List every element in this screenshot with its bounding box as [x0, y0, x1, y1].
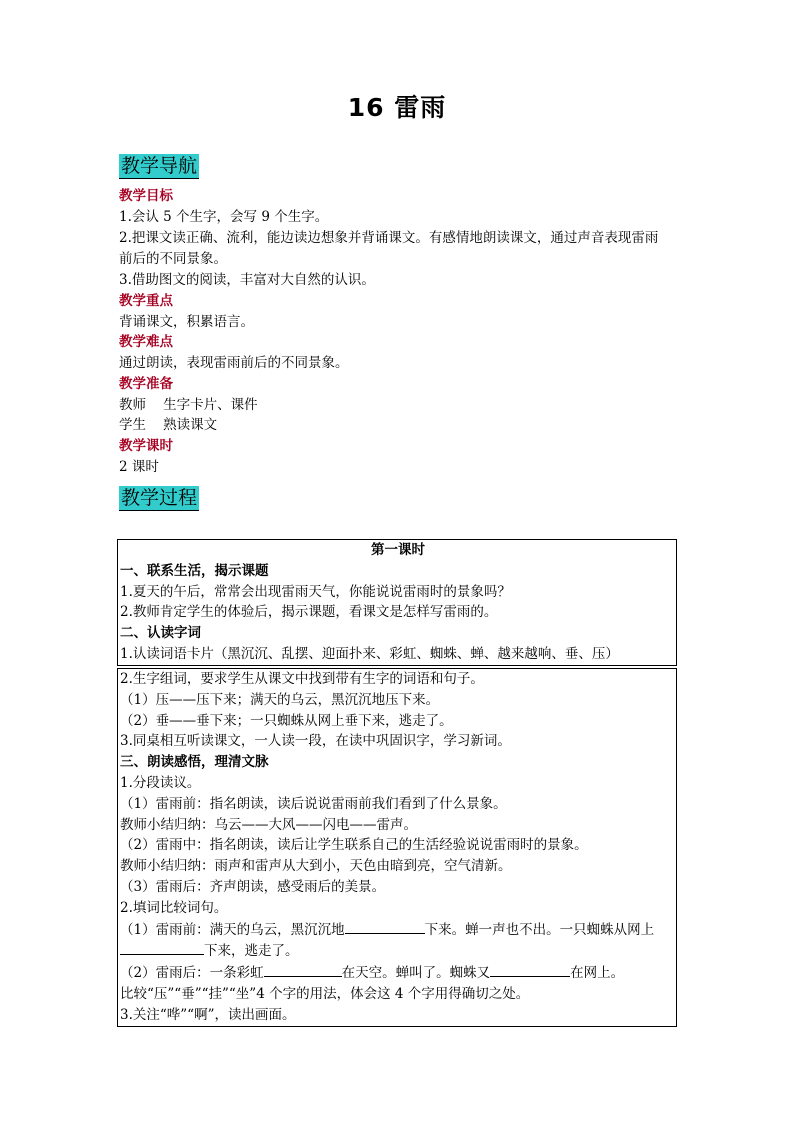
section-heading-process: 教学过程 [121, 487, 198, 509]
table-row: （3）雷雨后：齐声朗读，感受雨后的美景。 [120, 878, 386, 895]
page-title: 16 雷雨 [347, 93, 447, 122]
lesson-table-1 [117, 539, 677, 666]
fill-in-row [118, 940, 676, 962]
fill-in-row [118, 962, 676, 984]
hours-text: 2 课时 [119, 459, 159, 475]
preparation-heading: 教学准备 [119, 376, 173, 392]
table-row: （2）垂——垂下来；一只蜘蛛从网上垂下来，逃走了。 [120, 712, 453, 729]
table-header: 第一课时 [371, 542, 425, 558]
preparation-student: 学生 熟读课文 [119, 417, 218, 433]
difficulties-text: 通过朗读，表现雷雨前后的不同景象。 [119, 355, 349, 371]
fill-text: （1）雷雨前：满天的乌云，黑沉沉地 [120, 921, 345, 938]
table-row: 2.教师肯定学生的体验后，揭示课题，看课文是怎样写雷雨的。 [120, 604, 498, 621]
table-row: 教师小结归纳：雨声和雷声从大到小，天色由暗到亮，空气清新。 [120, 858, 512, 875]
table-row: 1.认读词语卡片（黑沉沉、乱摆、迎面扑来、彩虹、蜘蛛、蝉、越来越响、垂、压） [120, 645, 619, 662]
table-row: （2）雷雨中：指名朗读，读后让学生联系自己的生活经验说说雷雨时的景象。 [120, 837, 588, 854]
table-row: 二、认读字词 [120, 625, 201, 642]
fill-blank [490, 962, 570, 977]
preparation-teacher: 教师 生字卡片、课件 [119, 397, 258, 413]
difficulties-heading: 教学难点 [119, 334, 173, 350]
key-points-text: 背诵课文，积累语言。 [119, 314, 254, 330]
table-row: 教师小结归纳：乌云——大风——闪电——雷声。 [120, 816, 417, 833]
hours-heading: 教学课时 [119, 438, 173, 454]
fill-text: 下来。蝉一声也不出。一只蜘蛛从网上 [424, 921, 655, 938]
table-row: 3.关注“哗”“啊”，读出画面。 [120, 1006, 296, 1023]
objectives-heading: 教学目标 [119, 188, 173, 204]
objective-item: 前后的不同景象。 [119, 251, 227, 267]
fill-text: 在网上。 [570, 965, 625, 982]
table-row: 3.同桌相互听读课文，一人读一段，在读中巩固识字，学习新词。 [120, 733, 511, 750]
objective-item: 2.把课文读正确、流利，能边读边想象并背诵课文。有感情地朗读课文，通过声音表现雷雨 [119, 230, 659, 246]
fill-text: 在天空。蝉叫了。蜘蛛又 [341, 965, 491, 982]
objective-item: 3.借助图文的阅读，丰富对大自然的认识。 [119, 272, 375, 288]
table-row: 三、朗读感悟，理清文脉 [120, 754, 269, 771]
section-heading-guide: 教学导航 [121, 155, 198, 177]
fill-text: （2）雷雨后：一条彩虹 [120, 965, 264, 982]
fill-blank [120, 940, 204, 955]
table-row: （1）雷雨前：指名朗读，读后说说雷雨前我们看到了什么景象。 [120, 795, 507, 812]
table-row: 一、联系生活，揭示课题 [120, 562, 269, 579]
lesson-table-2 [117, 668, 677, 1027]
table-row: 1.分段读议。 [120, 774, 201, 791]
objective-item: 1.会认 5 个生字，会写 9 个生字。 [119, 209, 329, 225]
key-points-heading: 教学重点 [119, 293, 173, 309]
table-row: 1.夏天的午后，常常会出现雷雨天气，你能说说雷雨时的景象吗？ [120, 583, 511, 600]
fill-text: 下来，逃走了。 [204, 943, 299, 960]
fill-in-row [118, 919, 676, 941]
fill-blank [345, 919, 425, 934]
table-row: 比较“压”“垂”“挂”“坐”4 个字的用法，体会这 4 个字用得确切之处。 [120, 985, 530, 1002]
table-row: 2.生字组词，要求学生从课文中找到带有生字的词语和句子。 [120, 671, 484, 687]
fill-blank [264, 962, 342, 977]
table-row: 2.填词比较词句。 [120, 899, 228, 916]
table-row: （1）压——压下来；满天的乌云，黑沉沉地压下来。 [120, 691, 440, 708]
